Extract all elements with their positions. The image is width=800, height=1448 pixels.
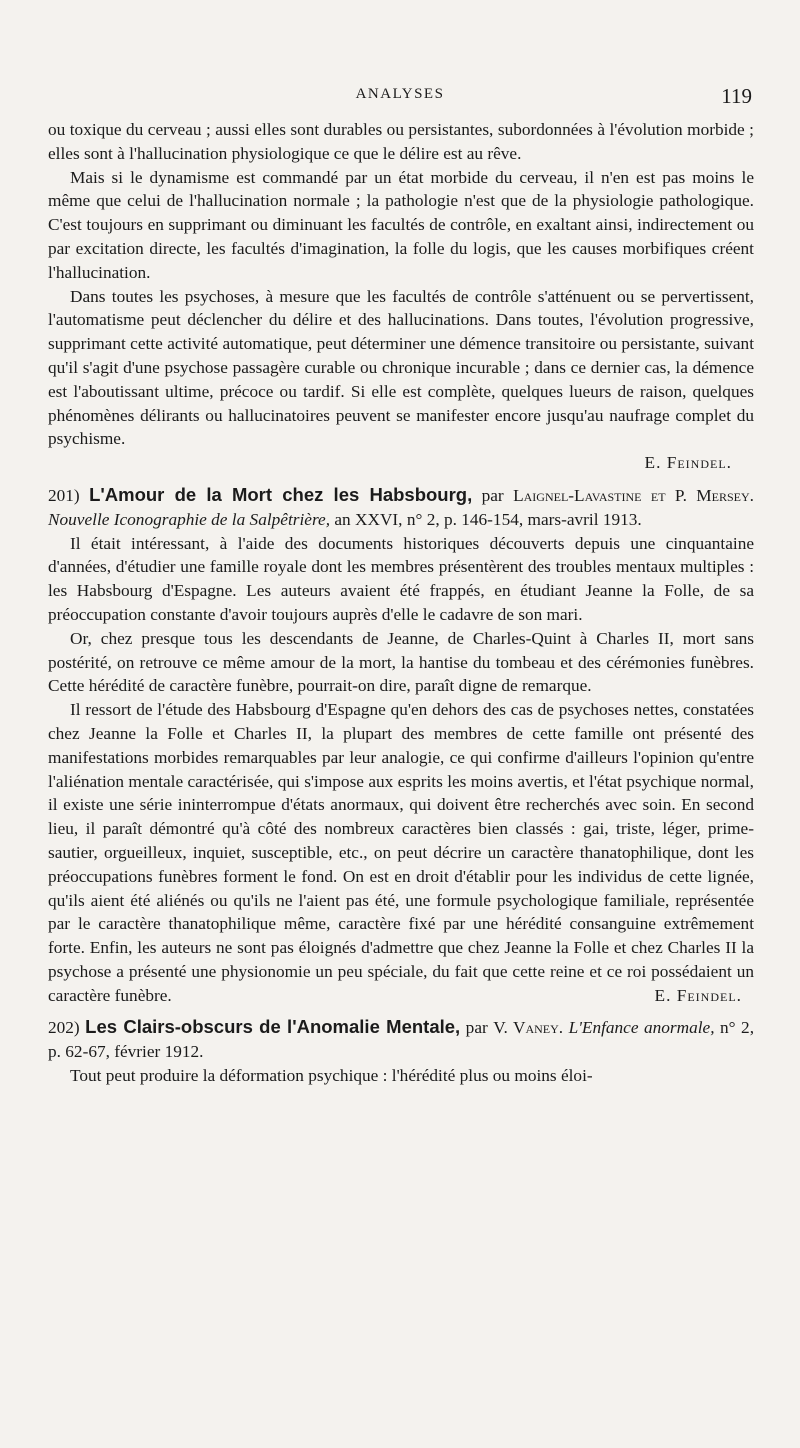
signature: E. Feindel. [654, 985, 742, 1005]
paragraph [48, 698, 754, 1007]
entry-by: par [465, 1018, 488, 1038]
entry-reference: n° 2, p. 62-67, février 1912. [48, 1018, 755, 1062]
paragraph: Dans toutes les psychoses, à mesure que les facultés de contrôle s'atténuent ou se pervertissent, l'automatisme peut déclencher du délire et des hallucinations. Dans toutes, l'évolution progressive, supprimant cette activité automatique, peut déterminer une démence transitoire ou persistante, suivant qu'il s'agit d'une psychose passagère curable ou chronique incurable ; dans ce dernier cas, la démence est l'aboutissant ultime, précoce ou tardif. Si elle est complète, quelques lueurs de raison, quelques phénomènes délirants ou hallucinatoires peuvent se manifester encore jusqu'au naufrage complet du psychisme. [48, 286, 754, 449]
entry-number: 201) [48, 485, 80, 505]
entry-journal: Nouvelle Iconographie de la Salpêtrière, [48, 509, 331, 529]
entry-title: Les Clairs-obscurs de l'Anomalie Mentale, [85, 1016, 461, 1038]
running-title: ANALYSES [355, 86, 445, 102]
entry-authors: Laignel-Lavastine et P. Mersey. [513, 485, 754, 505]
paragraph: Mais si le dynamisme est commandé par un état morbide du cerveau, il n'en est pas moins le même que celui de l'hallucination normale ; la pathologie n'est que de la physiologie pathologique. C'est toujours en supprimant ou diminuant les facultés de contrôle, en exaltant ainsi, indirectement ou par excitation directe, les facultés d'imagination, la folle du logis, que les causes morbifiques créent l'hallucination. [48, 167, 754, 282]
page-body [48, 118, 754, 1088]
review-entry-201 [48, 483, 754, 1008]
paragraph-text: Il ressort de l'étude des Habsbourg d'Espagne qu'en dehors des cas de psychoses nettes, constatées chez Jeanne la Folle et Charles II, la plupart des membres de cette famille ont présenté des manifestations morbides remarquables par leur analogie, ce qui confirme d'ailleurs l'opinion qu'entre l'aliénation mentale caractérisée, qui s'impose aux esprits les moins avertis, et l'état psychique normal, il existe une série ininterrompue d'états anormaux, qui doivent être recherchés avec soin. En second lieu, il paraît démontré qu'à côté des nombreux caractères bien classés : gai, triste, léger, prime-sautier, orgueilleux, inquiet, susceptible, etc., on peut décrire un caractère thanatophilique, dont les préoccupations funèbres forment le fond. On est en droit d'établir pour les individus de cette lignée, qu'ils aient été aliénés ou qu'ils ne l'aient pas été, une formule psychologique familiale, représentée par le caractère thanatophilique même, caractère fixé par une hérédité consanguine extrêmement forte. Enfin, les auteurs ne sont pas éloignés d'admettre que chez Jeanne la Folle et chez Charles II la psychose a présenté une physionomie un peu spéciale, du fait que cette reine et ce roi possédaient un caractère funèbre. [48, 700, 754, 1005]
entry-journal: L'Enfance anormale, [568, 1018, 715, 1038]
paragraph: Or, chez presque tous les descendants de Jeanne, de Charles-Quint à Charles II, mort sans postérité, on retrouve ce même amour de la mort, la hantise du tombeau et des cérémonies funèbres. Cette hérédité de caractère funèbre, pourrait-on dire, paraît digne de remarque. [48, 628, 754, 696]
page-header [0, 86, 800, 116]
paragraph: Il était intéressant, à l'aide des documents historiques découverts depuis une cinquantaine d'années, d'étudier une famille royale dont les membres présentèrent des troubles mentaux multiples : les Habsbourg d'Espagne. Les auteurs avaient été frappés, en étudiant Jeanne la Folle, de sa préoccupation constante d'avoir toujours auprès d'elle le cadavre de son mari. [48, 533, 754, 624]
paragraph: ou toxique du cerveau ; aussi elles sont durables ou persistantes, subordonnées à l'évolution morbide ; elles sont à l'hallucination physiologique ce que le délire est au rêve. [48, 120, 754, 163]
entry-number: 202) [48, 1018, 80, 1038]
entry-heading [48, 1015, 754, 1064]
entry-reference: an XXVI, n° 2, p. 146-154, mars-avril 1913. [334, 509, 642, 529]
page-number: 119 [721, 84, 752, 108]
paragraph: Tout peut produire la déformation psychique : l'hérédité plus ou moins éloi- [70, 1066, 593, 1086]
signature: E. Feindel. [644, 453, 732, 473]
entry-title: L'Amour de la Mort chez les Habsbourg, [89, 483, 473, 505]
entry-heading [48, 483, 754, 532]
entry-authors: V. Vaney. [493, 1018, 564, 1038]
entry-by: par [481, 485, 504, 505]
review-entry-202 [48, 1015, 754, 1087]
